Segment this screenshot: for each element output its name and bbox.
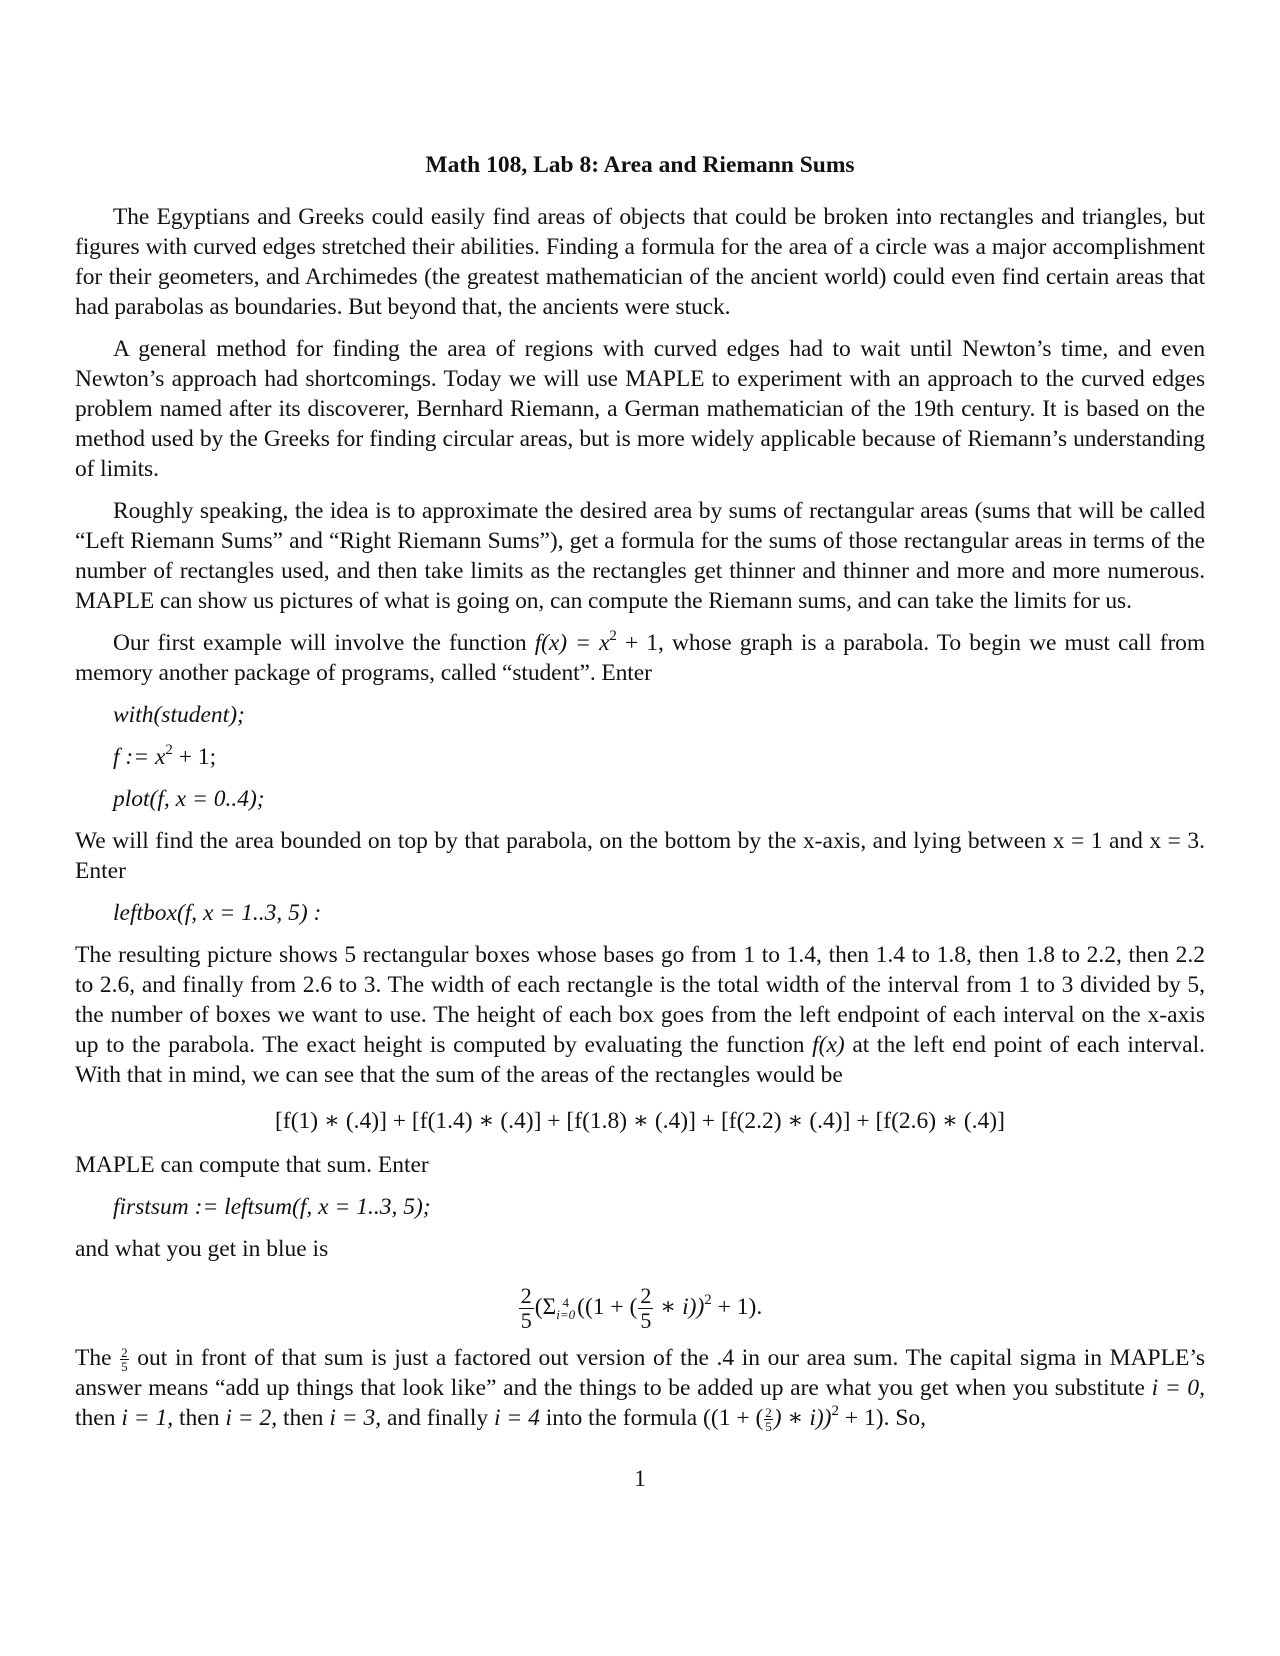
paragraph-area-bounds: We will find the area bounded on top by that parabola, on the bottom by the x-axis, and lying between x = 1 and x = 3. Enter	[75, 828, 1205, 884]
output-end: + 1).	[711, 1293, 763, 1320]
paragraph-first-example	[75, 628, 1205, 688]
text-segment: So,	[895, 1405, 927, 1432]
math-fx: f(x) = x	[534, 630, 610, 656]
paragraph-newton: A general method for finding the area of regions with curved edges had to wait until Newton’s time, and even Newton’s approach had shortcomings. Today we will use MAPLE to experiment with an approach to the curved edges problem named after its discoverer, Bernhard Riemann, a German mathematician of the 19th century. It is based on the method used by the Greeks for finding circular areas, but is more widely applicable because of Riemann’s understanding of limits.	[75, 336, 1205, 482]
sigma-symbol: (Σ	[534, 1293, 557, 1320]
text-segment: The resulting picture shows 5 rectangular boxes whose bases go from 1 to 1.4, then 1.4 to 1.8, then 1.8 to 2.2, then 2.2 to 2.6, and finally from 2.6 to 3. The width of each rectangle is the total width of the interval from 1 to 3 divided by 5, the number of boxes we want to use. The height of each box goes from the left endpoint of each interval on the x-axis up to the parabola. The exact height is computed by evaluating the function	[75, 942, 1205, 1058]
fraction-two-fifths-small: $\frac{2}{5}$	[121, 1345, 128, 1375]
text-segment: out in front of that sum is just a factored out version of the	[137, 1345, 709, 1371]
display-left-sum: [f(1) ∗ (.4)] + [f(1.4) ∗ (.4)] + [f(1.8) ∗ (.4)] + [f(2.2) ∗ (.4)] + [f(2.6) ∗ (.4)]	[275, 1108, 1005, 1134]
exponent: 2	[704, 1291, 712, 1308]
math-i1: i = 1,	[121, 1405, 174, 1432]
text-segment: whose graph is a parabola. To begin we must call from memory another package of programs, called “student”. Enter	[75, 630, 1205, 686]
fraction-two-fifths: $\frac{2}{5}$	[640, 1283, 652, 1333]
output-middle: ((1 + (	[577, 1293, 638, 1320]
math-formula: ((1 + ( $\frac{2}{5}$ ) ∗ i))$^2$ + 1).	[703, 1403, 890, 1435]
math-f-of-x: f(x)	[812, 1032, 845, 1058]
text-segment: and finally	[386, 1405, 489, 1432]
paragraph-blue-output: and what you get in blue is	[75, 1236, 329, 1262]
maple-command-firstsum: firstsum := leftsum(f, x = 1..3, 5);	[113, 1194, 431, 1220]
text-segment: then	[282, 1405, 324, 1432]
text-segment: Our first example will involve the function	[113, 630, 527, 656]
maple-command-leftbox: leftbox(f, x = 1..3, 5) :	[113, 900, 322, 926]
math-i3: i = 3,	[329, 1405, 382, 1432]
output-tail: ∗ i))	[654, 1293, 705, 1320]
text-segment: at the left end point of each interval. With that in mind, we can see that the sum of the areas of the rectangles would be	[75, 1032, 1205, 1088]
fraction-two-fifths: $\frac{2}{5}$	[520, 1283, 532, 1333]
text-segment: then	[75, 1405, 116, 1432]
math-fx-tail: + 1,	[616, 630, 664, 656]
text-segment: in our area sum. The capital sigma in MAPLE’s answer means “add up things that look like” and the things to be added up are what you get when you substitute	[75, 1345, 1206, 1402]
page-number: 1	[634, 1466, 646, 1492]
math-i0: i = 0,	[1151, 1375, 1206, 1402]
paragraph-compute: MAPLE can compute that sum. Enter	[75, 1152, 429, 1178]
math-i2: i = 2,	[225, 1405, 278, 1432]
text-segment: into the formula	[545, 1405, 698, 1432]
maple-command-define-f	[113, 742, 1205, 772]
maple-command-with: with(student);	[113, 702, 245, 728]
paragraph-boxes	[75, 940, 1205, 1090]
text-segment: The	[75, 1345, 112, 1371]
maple-output	[75, 1284, 1205, 1333]
sigma-limits: 4 i=0	[556, 1294, 576, 1322]
math-i4: i = 4	[493, 1405, 540, 1432]
exponent: 2	[609, 628, 617, 644]
page-title: Math 108, Lab 8: Area and Riemann Sums	[425, 152, 855, 178]
math-f-def-tail: + 1;	[172, 744, 217, 770]
paragraph-idea: Roughly speaking, the idea is to approximate the desired area by sums of rectangular areas (sums that will be called “Left Riemann Sums” and “Right Riemann Sums”), get a formula for the sums of those rectangular areas in terms of the number of rectangles used, and then take limits as the rectangles get thinner and thinner and more and more numerous. MAPLE can show us pictures of what is going on, can compute the Riemann sums, and can take the limits for us.	[75, 498, 1205, 614]
text-segment: then	[178, 1405, 220, 1432]
exponent: 2	[165, 742, 173, 758]
maple-command-plot: plot(f, x = 0..4);	[113, 786, 265, 812]
math-point-four: .4	[716, 1345, 735, 1371]
math-f-def: f := x	[113, 744, 166, 770]
fraction-two-fifths-small: $\frac{2}{5}$	[765, 1405, 772, 1435]
paragraph-sigma-explanation	[75, 1343, 1205, 1433]
paragraph-intro: The Egyptians and Greeks could easily find areas of objects that could be broken into rectangles and triangles, but figures with curved edges stretched their abilities. Finding a formula for the area of a circle was a major accomplishment for their geometers, and Archimedes (the greatest mathematician of the ancient world) could even find certain areas that had parabolas as boundaries. But beyond that, the ancients were stuck.	[75, 204, 1205, 320]
